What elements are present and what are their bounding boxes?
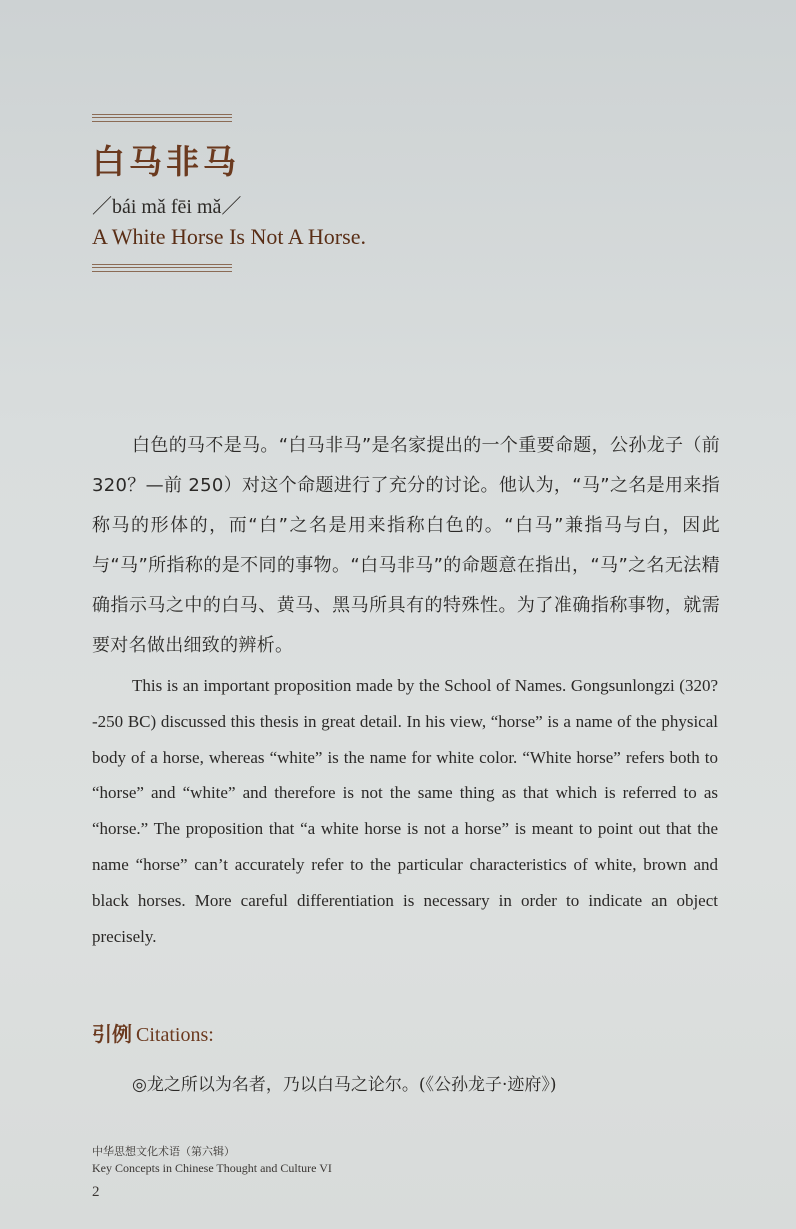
footer-book-title-chinese: 中华思想文化术语（第六辑） (92, 1145, 235, 1158)
citations-heading (92, 1018, 214, 1047)
term-title-chinese: 白马非马 (92, 142, 240, 181)
decorative-rule-top (92, 114, 232, 122)
footer-book-title-english: Key Concepts in Chinese Thought and Culture VI (92, 1161, 332, 1175)
term-pinyin: ／bái mǎ fēi mǎ／ (92, 196, 242, 218)
citations-heading-english: Citations: (136, 1024, 214, 1046)
english-definition-paragraph: This is an important proposition made by the School of Names. Gongsunlongzi (320?-250 BC) discussed this thesis in great detail. In his view, “horse” is a name of the physical body of a horse, whereas “white” is the name for white color. “White horse” refers both to “horse” and “white” and therefore is not the same thing as that which is referred to as “horse.” The proposition that “a white horse is not a horse” is meant to point out that the name “horse” can’t accurately refer to the particular characteristics of white, brown and black horses. More careful differentiation is necessary in order to indicate an object precisely. (92, 676, 718, 946)
decorative-rule-bottom (92, 264, 232, 272)
term-title-english: A White Horse Is Not A Horse. (92, 224, 366, 249)
citation-item: ◎龙之所以为名者，乃以白马之论尔。(《公孙龙子·迹府》) (132, 1075, 557, 1095)
page-number: 2 (92, 1184, 100, 1200)
citations-heading-chinese: 引例 (92, 1022, 132, 1046)
chinese-definition-paragraph: 白色的马不是马。“白马非马”是名家提出的一个重要命题，公孙龙子（前 320？—前 250）对这个命题进行了充分的讨论。他认为，“马”之名是用来指称马的形体的，而“白”之名是用来指称白色的。“白马”兼指马与白，因此与“马”所指称的是不同的事物。“白马非马”的命题意在指出，“马”之名无法精确指示马之中的白马、黄马、黑马所具有的特殊性。为了准确指称事物，就需要对名做出细致的辨析。 (92, 435, 720, 656)
